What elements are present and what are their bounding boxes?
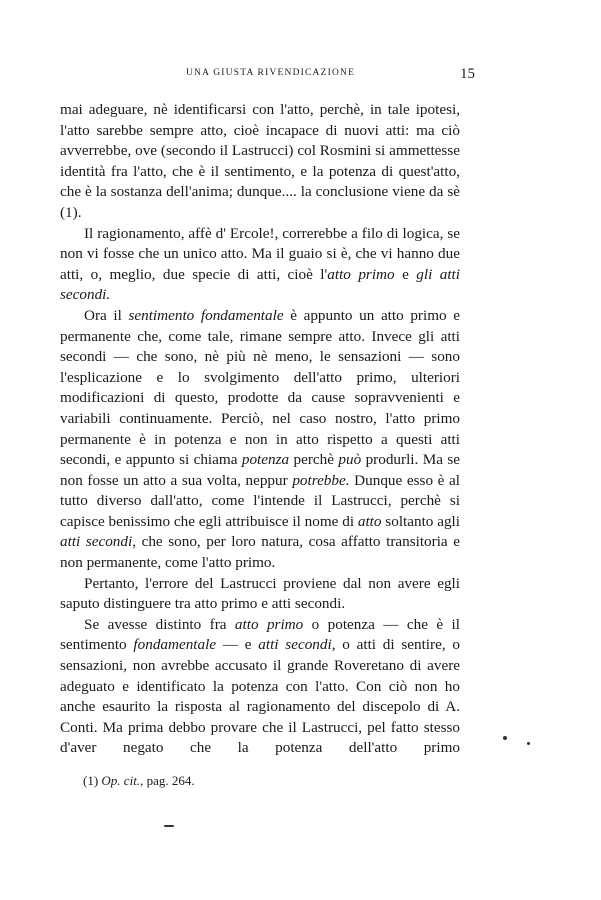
running-header (60, 66, 475, 86)
text-run: , che sono, per loro natura, cosa affatto transitoria e non permanente, come l'atto primo. (60, 533, 460, 572)
italic-phrase: potenza (241, 451, 290, 469)
text-run: produrli. Ma se non fosse un atto a sua volta, neppur (60, 451, 461, 489)
footnote-page: , pag. 264. (140, 773, 195, 788)
paragraph (60, 100, 460, 224)
italic-phrase: atti secondi (258, 636, 332, 654)
scan-speck (527, 742, 530, 745)
text-run: Ora il (84, 306, 129, 324)
text-run: — e (216, 636, 259, 654)
italic-phrase: atto primo (234, 615, 304, 633)
text-run: mai adeguare, nè identificarsi con l'atto, perchè, in tale ipotesi, l'atto sarebbe sempre atto, cioè incapace di nuovi atti: ma ciò avverrebbe, ove (secondo il Lastrucci) col Rosmini si ammettesse identità fra l'atto, che è il sentimento, e la potenza di quest'atto, che è la sostanza dell'anima; dunque.... la conclusione viene da sè (1). (60, 101, 460, 221)
text-run: perchè (289, 451, 339, 469)
text-run: Dunque esso è al tutto diverso dall'atto, come l'intende il Lastrucci, perchè si capisce benissimo che egli attribuisce il nome di (60, 471, 460, 530)
footnote-number: (1) (83, 773, 99, 788)
italic-phrase: gli atti secondi. (60, 265, 460, 304)
text-run: Pertanto, l'errore del Lastrucci proviene dal non avere egli saputo distinguere tra atto primo e atti secondi. (60, 574, 460, 613)
paragraph (60, 574, 460, 615)
paragraph (60, 306, 460, 574)
text-run: Il ragionamento, affè d' Ercole!, correrebbe a filo di logica, se non vi fosse che un unico atto. Ma il guaio si è, che vi hanno due atti, o, meglio, due specie di atti, cioè l' (60, 224, 460, 283)
italic-phrase: potrebbe. (292, 471, 350, 489)
footnote-work: Op. cit. (101, 773, 141, 788)
italic-phrase: atti secondi (60, 533, 133, 551)
body-text (60, 100, 460, 759)
italic-phrase: atto primo (327, 265, 395, 283)
scan-speck (503, 736, 507, 740)
paragraph (60, 224, 460, 306)
text-run: , o atti di sentire, o sensazioni, non avrebbe accusato il grande Roveretano di avere adeguato e identificato la potenza con l'atto. Con ciò non ho anche esaurito la risposta al ragionamento del discepolo di A. Conti. Ma prima debbo provare che il Lastrucci, pel fatto stesso d'aver negato che la potenza dell'atto primo (60, 636, 460, 757)
page-number: 15 (460, 66, 475, 82)
footnote (83, 773, 195, 789)
italic-phrase: atto (357, 512, 382, 530)
text-run: soltanto agli (381, 512, 460, 530)
text-run: o potenza — che è il sentimento (60, 615, 460, 654)
italic-phrase: sentimento fondamentale (128, 306, 284, 324)
italic-phrase: fondamentale (133, 636, 217, 654)
scan-speck (164, 825, 174, 827)
running-title: UNA GIUSTA RIVENDICAZIONE (186, 68, 356, 78)
paragraph (60, 615, 460, 759)
text-run: è appunto un atto primo e permanente che, come tale, rimane sempre atto. Invece gli atti secondi — che sono, nè più nè meno, le sensazioni — sono l'esplicazione e lo svolgimento dell'atto primo, ulteriori modificazioni di questo, prodotte da cause sopravvenienti e variabili continuamente. Perciò, nel caso nostro, l'atto primo permanente è in potenza e non in atto rispetto a questi atti secondi, e appunto si chiama (60, 306, 460, 469)
text-run: Se avesse distinto fra (84, 615, 235, 633)
italic-phrase: può (338, 451, 362, 469)
text-run: e (394, 265, 417, 283)
